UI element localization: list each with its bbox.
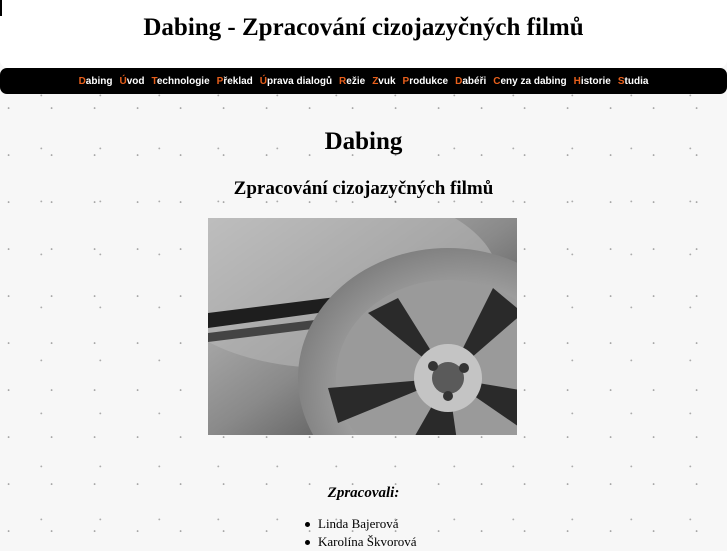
page-heading: Dabing [324, 128, 403, 155]
nav-item-preklad[interactable]: Překlad [216, 75, 253, 87]
nav-item-produkce[interactable]: Produkce [402, 75, 449, 87]
film-reel-image [208, 218, 517, 435]
film-reel-graphic [208, 218, 517, 435]
nav-item-dabeiri[interactable]: Dabéři [455, 75, 487, 87]
site-header [0, 0, 727, 68]
authors-list [318, 515, 417, 551]
nav-item-historie[interactable]: Historie [573, 75, 611, 87]
nav-item-uvod[interactable]: Úvod [119, 75, 145, 87]
page-subheading: Zpracování cizojazyčných filmů [233, 178, 494, 199]
nav-item-uprava-dialogu[interactable]: Úprava dialogů [259, 75, 333, 87]
author-item: Karolína Škvorová [318, 534, 417, 549]
site-title: Dabing - Zpracování cizojazyčných filmů [143, 14, 584, 41]
nav-item-dabing[interactable]: Dabing [78, 75, 113, 87]
nav-item-ceny-za-dabing[interactable]: Ceny za dabing [493, 75, 567, 87]
nav-item-technologie[interactable]: Technologie [151, 75, 210, 87]
main-nav [0, 68, 727, 94]
nav-item-studia[interactable]: Studia [617, 75, 649, 87]
nav-item-rezie[interactable]: Režie [339, 75, 366, 87]
credits-label: Zpracovali: [327, 485, 400, 501]
nav-item-zvuk[interactable]: Zvuk [372, 75, 396, 87]
author-item: Linda Bajerová [318, 515, 417, 533]
